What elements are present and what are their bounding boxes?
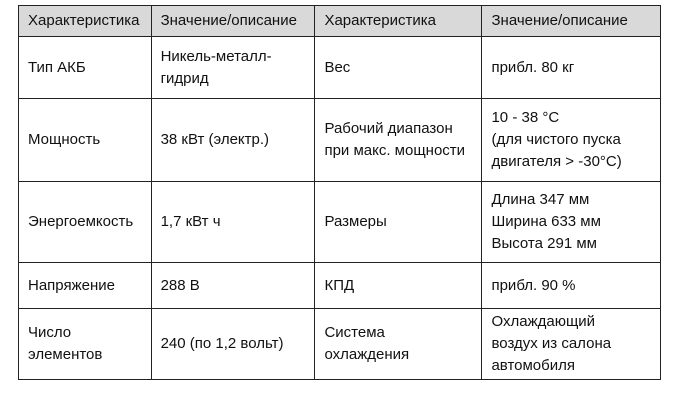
table-cell: Напряжение bbox=[19, 263, 152, 309]
table-cell: прибл. 90 % bbox=[482, 263, 661, 309]
header-row bbox=[19, 6, 661, 37]
table-cell: Охлаждающий воздух из салона автомобиля bbox=[482, 309, 661, 380]
table-row bbox=[19, 99, 661, 182]
table-row bbox=[19, 263, 661, 309]
header-cell-value-1: Значение/описание bbox=[151, 6, 315, 37]
header-cell-value-2: Значение/описание bbox=[482, 6, 661, 37]
table-cell: Тип АКБ bbox=[19, 37, 152, 99]
header-cell-characteristic-2: Характеристика bbox=[315, 6, 482, 37]
spec-table bbox=[18, 5, 661, 380]
header-cell-characteristic-1: Характеристика bbox=[19, 6, 152, 37]
table-row bbox=[19, 182, 661, 263]
table-cell: 1,7 кВт ч bbox=[151, 182, 315, 263]
table-cell: 288 В bbox=[151, 263, 315, 309]
table-cell: 10 - 38 °C (для чистого пуска двигателя > -30°C) bbox=[482, 99, 661, 182]
table-cell: 38 кВт (электр.) bbox=[151, 99, 315, 182]
table-cell: Число элементов bbox=[19, 309, 152, 380]
table-cell: Длина 347 мм Ширина 633 мм Высота 291 мм bbox=[482, 182, 661, 263]
table-row bbox=[19, 37, 661, 99]
table-cell: Рабочий диапазон при макс. мощности bbox=[315, 99, 482, 182]
table-cell: Никель-металл- гидрид bbox=[151, 37, 315, 99]
table-cell: Размеры bbox=[315, 182, 482, 263]
table-row bbox=[19, 309, 661, 380]
table-cell: КПД bbox=[315, 263, 482, 309]
table-cell: Энергоемкость bbox=[19, 182, 152, 263]
table-cell: Система охлаждения bbox=[315, 309, 482, 380]
table-cell: Вес bbox=[315, 37, 482, 99]
table-cell: Мощность bbox=[19, 99, 152, 182]
table-cell: прибл. 80 кг bbox=[482, 37, 661, 99]
table-cell: 240 (по 1,2 вольт) bbox=[151, 309, 315, 380]
